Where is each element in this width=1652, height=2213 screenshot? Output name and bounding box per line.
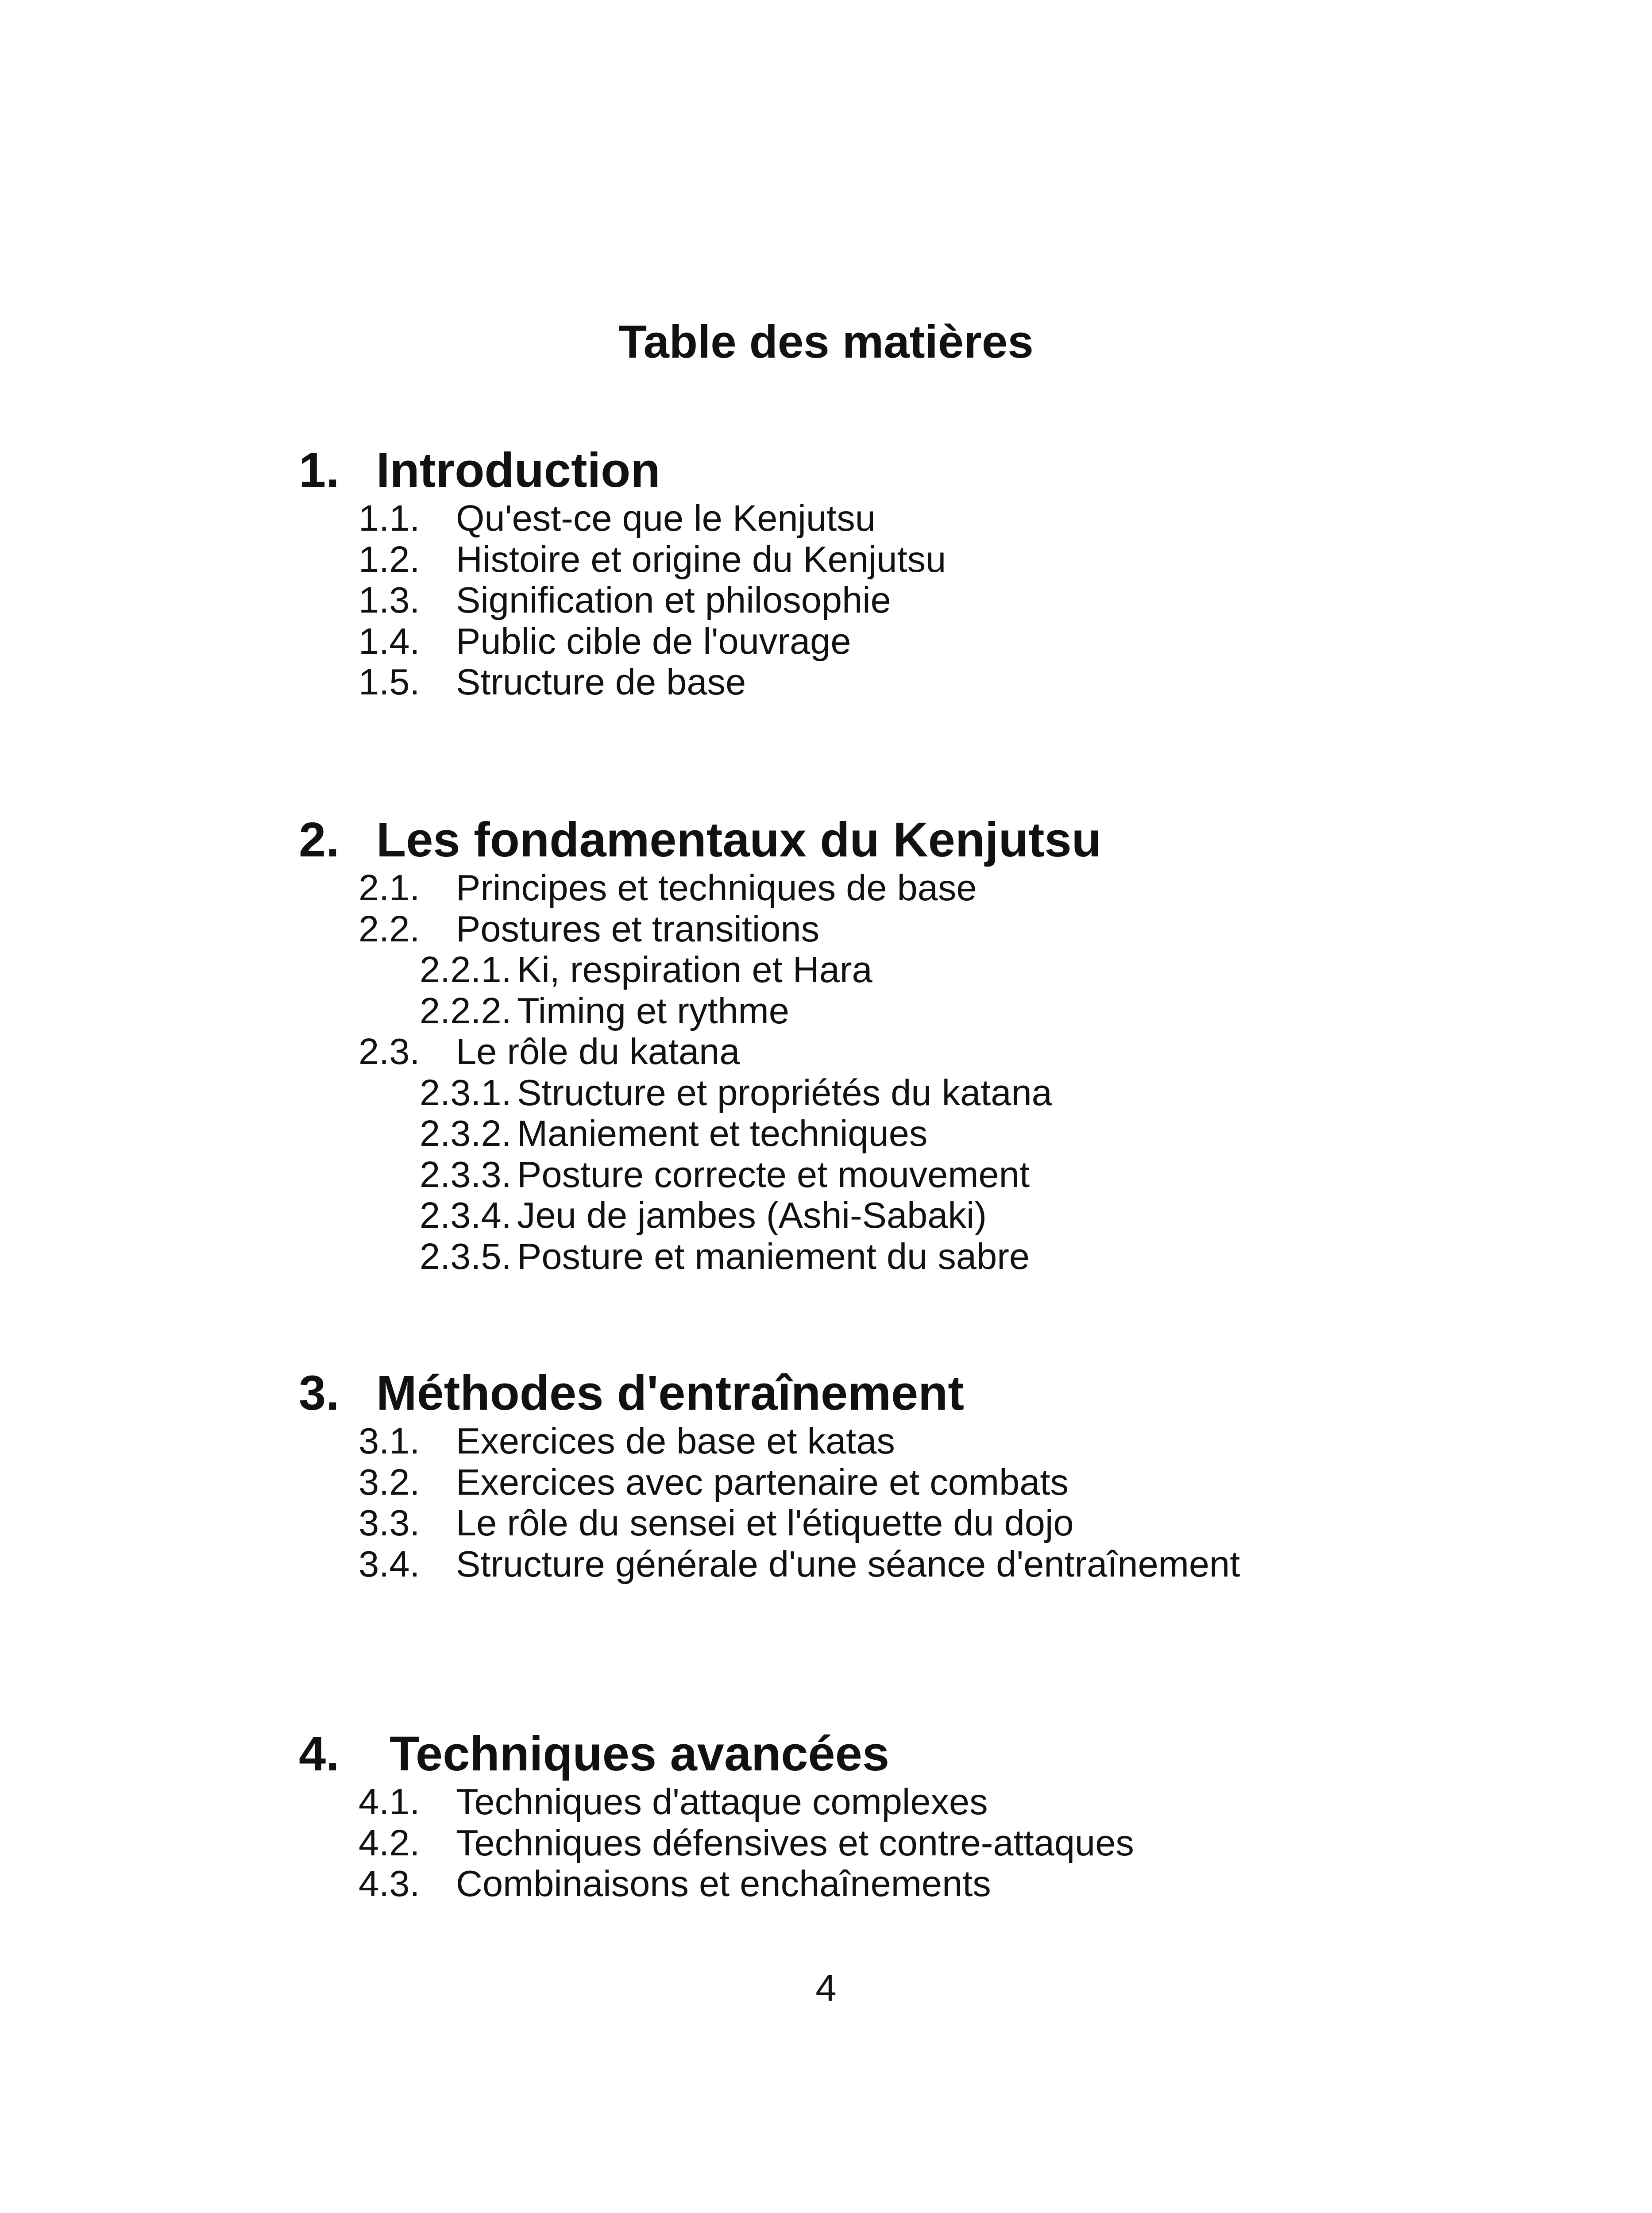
- entry-title: Structure de base: [456, 661, 746, 702]
- entry-number: 2.2.: [359, 908, 420, 949]
- entry-number: 3.4.: [359, 1543, 420, 1585]
- page-title: Table des matières: [618, 316, 1034, 368]
- entry-number: 2.3.: [359, 1031, 420, 1072]
- entry-title: Qu'est-ce que le Kenjutsu: [456, 497, 876, 539]
- section-title: Méthodes d'entraînement: [376, 1366, 965, 1420]
- entry-title: Timing et rythme: [517, 990, 789, 1031]
- entry-number: 4.3.: [359, 1863, 420, 1904]
- toc-subentry: [0, 1072, 1652, 1114]
- toc-section-techniques-avancees: [0, 1726, 1652, 1905]
- toc-entry: [0, 1863, 1652, 1905]
- entry-number: 2.2.1.: [420, 949, 512, 990]
- section-number: 3.: [299, 1366, 340, 1420]
- entry-number: 3.3.: [359, 1502, 420, 1543]
- entry-title: Combinaisons et enchaînements: [456, 1863, 991, 1904]
- entry-number: 2.3.2.: [420, 1113, 512, 1154]
- section-title: Les fondamentaux du Kenjutsu: [376, 813, 1101, 867]
- section-heading: [0, 1365, 1652, 1421]
- entry-title: Principes et techniques de base: [456, 867, 977, 908]
- entry-title: Structure et propriétés du katana: [517, 1072, 1052, 1113]
- toc-section-methodes: [0, 1365, 1652, 1585]
- toc-entry: [0, 909, 1652, 950]
- entry-title: Posture et maniement du sabre: [517, 1235, 1030, 1277]
- toc-subentry: [0, 1236, 1652, 1277]
- section-heading: [0, 812, 1652, 867]
- toc-entry: [0, 498, 1652, 539]
- entry-number: 1.2.: [359, 538, 420, 580]
- toc-subentry: [0, 1154, 1652, 1195]
- entry-title: Public cible de l'ouvrage: [456, 620, 851, 662]
- section-title: Techniques avancées: [390, 1727, 890, 1781]
- toc-entry: [0, 867, 1652, 909]
- toc-entry: [0, 1421, 1652, 1462]
- toc-subentry: [0, 991, 1652, 1032]
- entry-title: Techniques d'attaque complexes: [456, 1781, 988, 1822]
- toc-subentry: [0, 1113, 1652, 1154]
- entry-title: Postures et transitions: [456, 908, 820, 949]
- entry-title: Structure générale d'une séance d'entraînement: [456, 1543, 1240, 1585]
- entry-title: Maniement et techniques: [517, 1113, 928, 1154]
- toc-entry: [0, 1031, 1652, 1072]
- entry-number: 2.2.2.: [420, 990, 512, 1031]
- entry-title: Posture correcte et mouvement: [517, 1153, 1030, 1195]
- entry-title: Le rôle du sensei et l'étiquette du dojo: [456, 1502, 1074, 1543]
- toc-entry: [0, 539, 1652, 580]
- toc-entry: [0, 1781, 1652, 1823]
- toc-entry: [0, 662, 1652, 703]
- entry-number: 4.2.: [359, 1822, 420, 1863]
- entry-title: Exercices de base et katas: [456, 1420, 895, 1461]
- section-number: 1.: [299, 443, 340, 497]
- section-heading: [0, 443, 1652, 498]
- toc-entry: [0, 1462, 1652, 1503]
- entry-number: 2.3.4.: [420, 1195, 512, 1236]
- entry-title: Jeu de jambes (Ashi-Sabaki): [517, 1195, 987, 1236]
- entry-number: 2.1.: [359, 867, 420, 908]
- toc-entry: [0, 1823, 1652, 1864]
- entry-title: Signification et philosophie: [456, 579, 891, 621]
- entry-title: Le rôle du katana: [456, 1031, 740, 1072]
- entry-title: Histoire et origine du Kenjutsu: [456, 538, 946, 580]
- section-number: 4.: [299, 1727, 340, 1781]
- toc-entry: [0, 580, 1652, 621]
- entry-title: Ki, respiration et Hara: [517, 949, 872, 990]
- toc-entry: [0, 1503, 1652, 1544]
- entry-number: 3.1.: [359, 1420, 420, 1461]
- section-heading: [0, 1726, 1652, 1781]
- entry-number: 2.3.1.: [420, 1072, 512, 1113]
- entry-number: 2.3.5.: [420, 1235, 512, 1277]
- entry-number: 2.3.3.: [420, 1153, 512, 1195]
- entry-number: 3.2.: [359, 1461, 420, 1503]
- toc-entry: [0, 621, 1652, 662]
- entry-number: 1.3.: [359, 579, 420, 621]
- entry-number: 1.4.: [359, 620, 420, 662]
- toc-subentry: [0, 1195, 1652, 1236]
- entry-number: 1.5.: [359, 661, 420, 702]
- entry-title: Techniques défensives et contre-attaques: [456, 1822, 1134, 1863]
- toc-section-introduction: [0, 443, 1652, 703]
- section-title: Introduction: [376, 443, 660, 497]
- toc-subentry: [0, 949, 1652, 991]
- toc-entry: [0, 1544, 1652, 1585]
- entry-title: Exercices avec partenaire et combats: [456, 1461, 1069, 1503]
- entry-number: 4.1.: [359, 1781, 420, 1822]
- page-number: 4: [815, 1967, 837, 2009]
- section-number: 2.: [299, 813, 340, 867]
- toc-section-fondamentaux: [0, 812, 1652, 1277]
- entry-number: 1.1.: [359, 497, 420, 539]
